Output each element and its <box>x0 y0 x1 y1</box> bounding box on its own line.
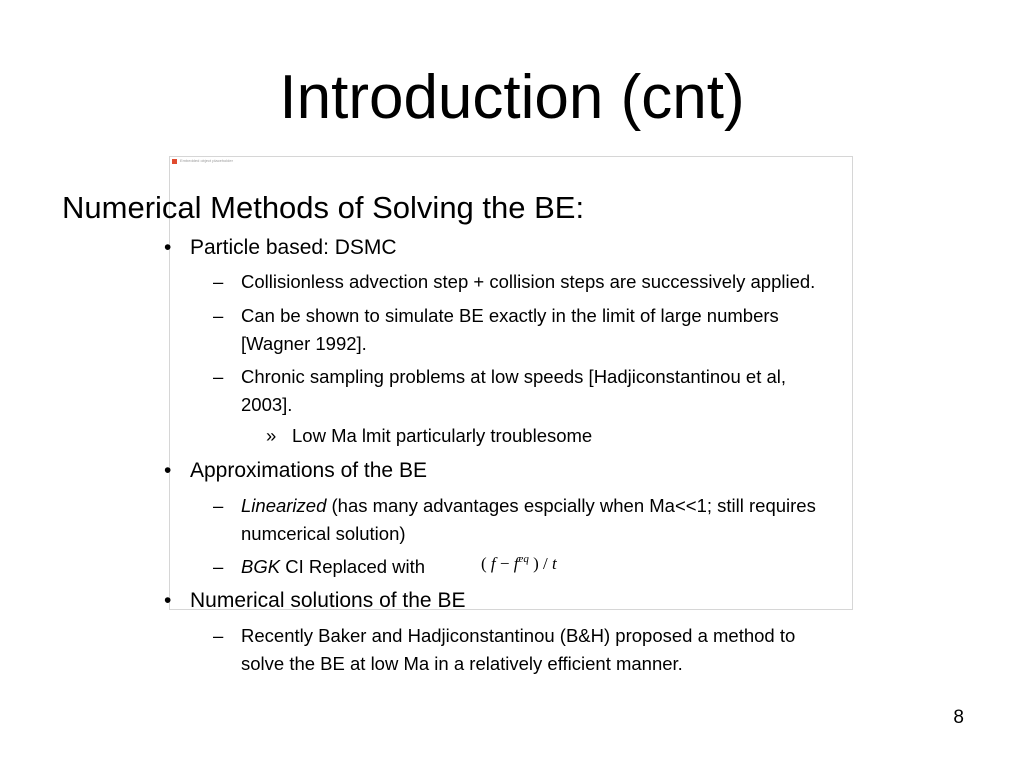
dash-text-rest: CI Replaced with <box>280 556 426 577</box>
formula-close-paren: ) <box>528 554 539 573</box>
dash-text-line: Chronic sampling problems at low speeds [Hadjiconstantinou et al, <box>241 366 787 387</box>
emphasis-text: Linearized <box>241 495 327 516</box>
dash-text-line <box>241 553 425 581</box>
dash-marker: – <box>213 366 224 387</box>
dash-text-rest: (has many advantages espcially when Ma<<1; still requires <box>326 495 816 516</box>
bullet-label: Approximations of the BE <box>190 459 427 482</box>
dash-text-line <box>241 492 816 520</box>
slide-title: Introduction (cnt) <box>279 63 745 132</box>
bullet-marker: • <box>164 236 172 259</box>
formula-slash: / <box>538 554 553 573</box>
bullet-marker: • <box>164 589 172 612</box>
page-number: 8 <box>953 707 964 728</box>
dash-text-line: Recently Baker and Hadjiconstantinou (B&H) proposed a method to <box>241 625 796 646</box>
dash-marker: – <box>213 556 224 577</box>
bgk-formula <box>481 553 557 577</box>
formula-f-eq: f <box>513 554 519 573</box>
sub-bullet-marker: » <box>266 425 277 446</box>
emphasis-text: BGK <box>241 556 281 577</box>
dash-text-line: [Wagner 1992]. <box>241 333 367 354</box>
sub-bullet-text: Low Ma lmit particularly troublesome <box>292 425 593 446</box>
bullet-marker: • <box>164 459 172 482</box>
bullet-label: Particle based: DSMC <box>190 236 397 259</box>
dash-text-line: Collisionless advection step + collision steps are successively applied. <box>241 271 816 292</box>
dash-text-line: 2003]. <box>241 394 293 415</box>
embedded-object-icon <box>172 159 177 164</box>
formula-t: t <box>552 554 557 573</box>
formula-f: f <box>490 554 496 573</box>
formula-open-paren: ( <box>481 554 491 573</box>
section-heading: Numerical Methods of Solving the BE: <box>62 190 585 225</box>
embedded-object-caption: Embedded object placeholder <box>180 158 233 163</box>
bullet-label: Numerical solutions of the BE <box>190 589 466 612</box>
dash-marker: – <box>213 495 224 516</box>
dash-text-line: solve the BE at low Ma in a relatively efficient manner. <box>241 653 683 674</box>
dash-marker: – <box>213 625 224 646</box>
formula-minus: − <box>495 554 514 573</box>
formula-superscript-eq: eq <box>518 553 529 565</box>
dash-text-line: numcerical solution) <box>241 523 406 544</box>
dash-marker: – <box>213 271 224 292</box>
dash-text-line: Can be shown to simulate BE exactly in the limit of large numbers <box>241 305 779 326</box>
dash-marker: – <box>213 305 224 326</box>
